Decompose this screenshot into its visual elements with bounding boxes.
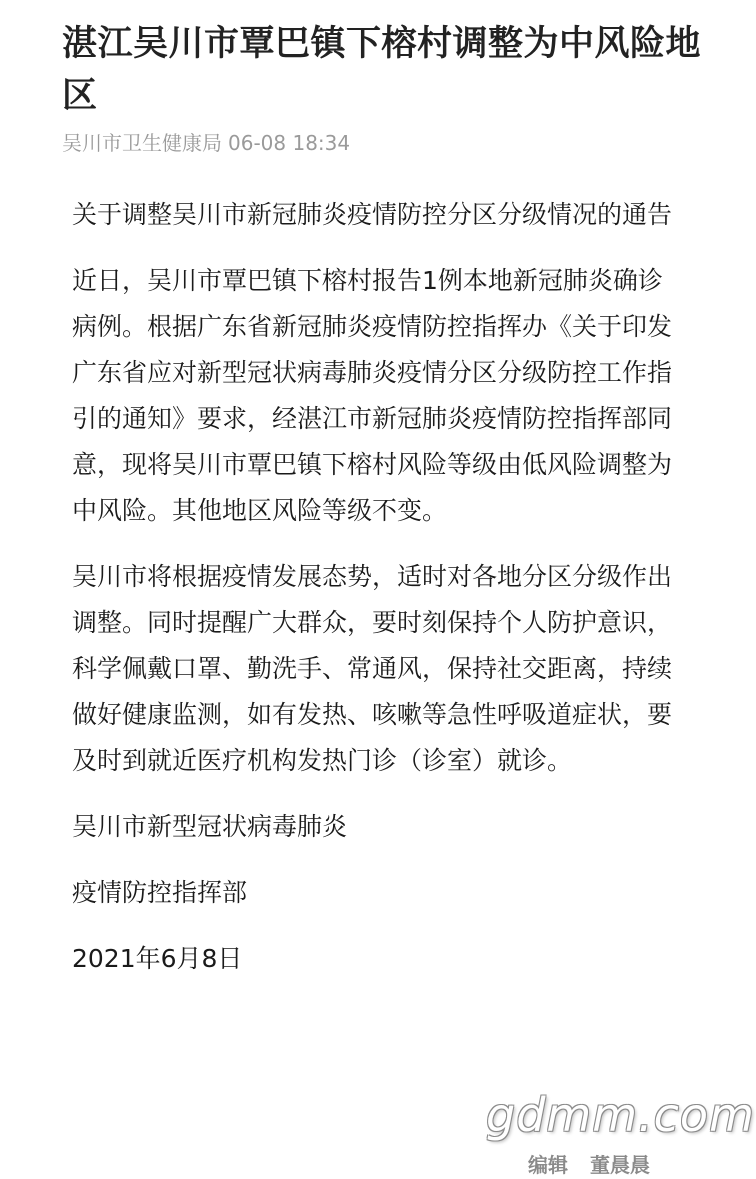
body-paragraph: 近日，吴川市覃巴镇下榕村报告1例本地新冠肺炎确诊病例。根据广东省新冠肺炎疫情防控指挥办《关于印发广东省应对新型冠状病毒肺炎疫情分区分级防控工作指引的通知》要求，经湛江市新冠肺炎疫情防控指挥部同意，现将吴川市覃巴镇下榕村风险等级由低风险调整为中风险。其他地区风险等级不变。 [72,266,673,525]
editor-label: 编辑 [528,1153,568,1177]
editor-credit [528,1152,672,1178]
article-datetime: 06-08 18:34 [228,131,351,155]
body-paragraph: 吴川市将根据疫情发展态势，适时对各地分区分级作出调整。同时提醒广大群众，要时刻保持个人防护意识，科学佩戴口罩、勤洗手、常通风，保持社交距离，持续做好健康监测，如有发热、咳嗽等急性呼吸道症状，要及时到就近医疗机构发热门诊（诊室）就诊。 [72,562,673,775]
editor-name: 董晨晨 [590,1153,650,1177]
article-meta [62,128,356,158]
site-watermark: gdmm.com [486,1088,755,1142]
signature-line: 吴川市新型冠状病毒肺炎 [72,812,348,841]
article-body [72,192,672,1002]
notice-heading: 关于调整吴川市新冠肺炎疫情防控分区分级情况的通告 [72,200,673,229]
article-title: 湛江吴川市覃巴镇下榕村调整为中风险地区 [62,24,702,116]
signature-date: 2021年6月8日 [72,944,243,973]
article-source[interactable]: 吴川市卫生健康局 [62,131,222,155]
signature-line: 疫情防控指挥部 [72,878,248,907]
